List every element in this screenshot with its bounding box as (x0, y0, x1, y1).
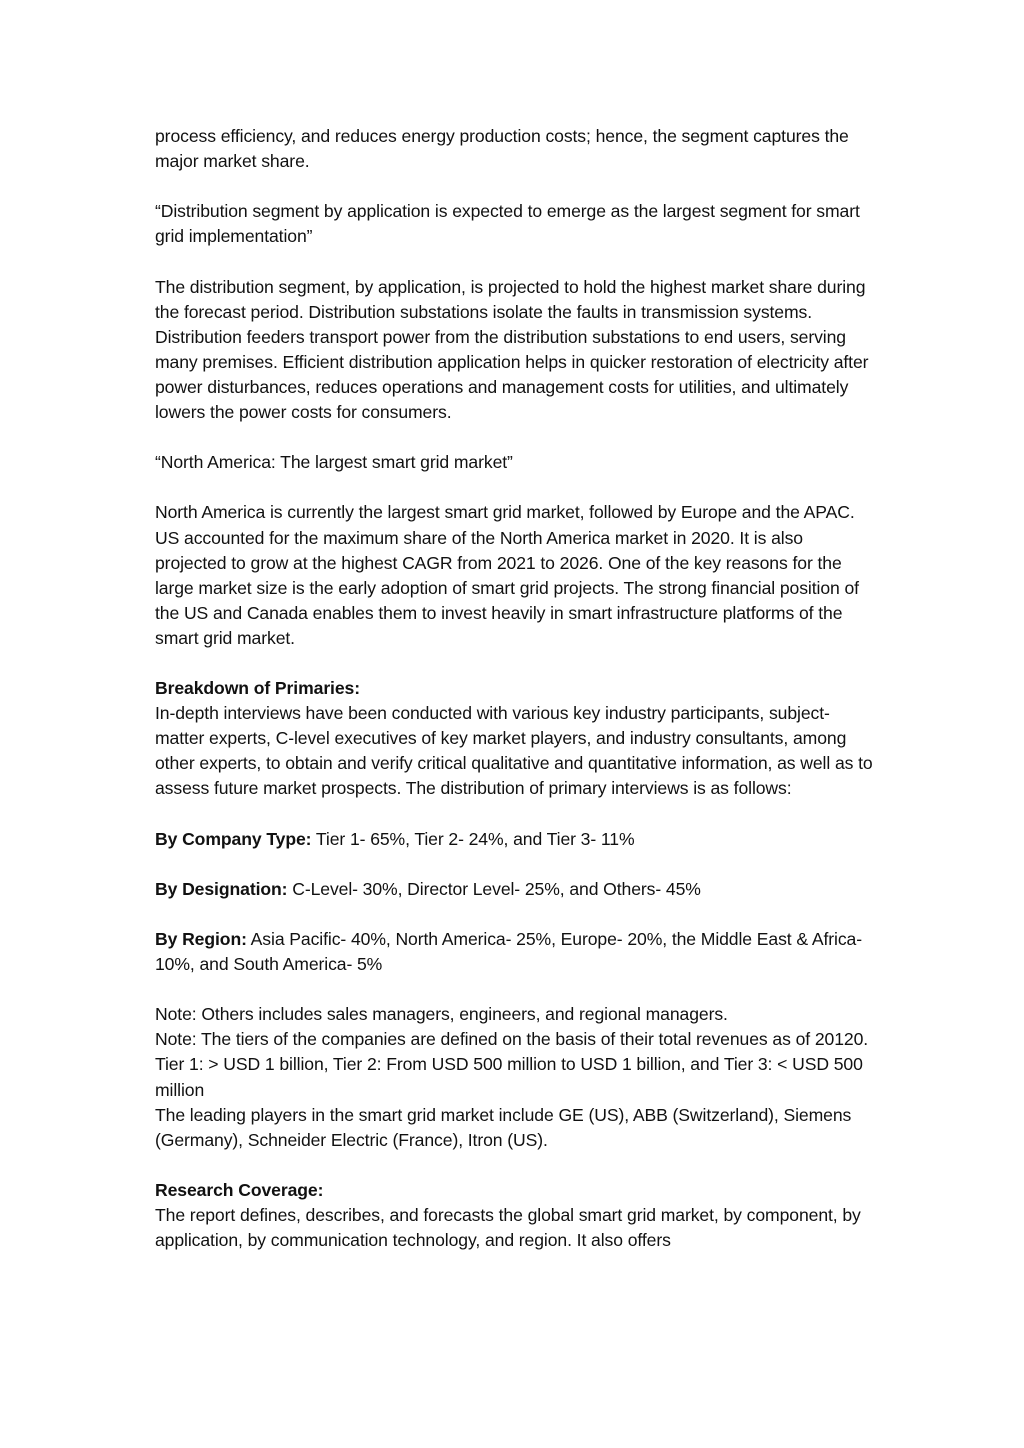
distribution-quote: “Distribution segment by application is expected to emerge as the largest segment for smart grid implementation” (155, 201, 860, 247)
notes-section (155, 1002, 875, 1153)
region-label: By Region: (155, 929, 247, 949)
intro-paragraph: process efficiency, and reduces energy production costs; hence, the segment captures the major market share. (155, 126, 849, 172)
designation-line (155, 877, 875, 902)
company-type-label: By Company Type: (155, 828, 312, 849)
primaries-heading: Breakdown of Primaries: (155, 678, 360, 699)
region-value: Asia Pacific- 40%, North America- 25%, Europe- 20%, the Middle East & Africa- 10%, and South America- 5% (155, 929, 862, 975)
note-others: Note: Others includes sales managers, engineers, and regional managers. (155, 1004, 728, 1025)
designation-value: C-Level- 30%, Director Level- 25%, and Others- 45% (287, 878, 701, 899)
primaries-section (155, 676, 875, 801)
research-section (155, 1178, 875, 1253)
note-tiers: Note: The tiers of the companies are defined on the basis of their total revenues as of 20120. Tier 1: > USD 1 billion, Tier 2: From USD 500 million to USD 1 billion, and Tier 3: < USD 500 million (155, 1029, 869, 1100)
company-type-line (155, 827, 875, 852)
primaries-text: In-depth interviews have been conducted with various key industry participants, subject-matter experts, C-level executives of key market players, and industry consultants, among other experts, to obtain and verify critical qualitative and quantitative information, as well as to assess future market prospects. The distribution of primary interviews is as follows: (155, 703, 873, 799)
document-page (155, 124, 875, 1253)
north-america-quote: “North America: The largest smart grid market” (155, 452, 513, 473)
designation-label: By Designation: (155, 878, 288, 899)
research-text: The report defines, describes, and forecasts the global smart grid market, by component, by application, by communication technology, and region. It also offers (155, 1205, 861, 1251)
leading-players: The leading players in the smart grid market include GE (US), ABB (Switzerland), Siemens (Germany), Schneider Electric (France), Itron (US). (155, 1104, 852, 1150)
research-heading: Research Coverage: (155, 1179, 324, 1200)
distribution-paragraph: The distribution segment, by application, is projected to hold the highest market share during the forecast period. Distribution substations isolate the faults in transmission systems. Distribution feeders transport power from the distribution substations to end users, serving many premises. Efficient distribution application helps in quicker restoration of electricity after power disturbances, reduces operations and management costs for utilities, and ultimately lowers the power costs for consumers. (155, 276, 869, 423)
region-line (155, 927, 875, 977)
north-america-paragraph: North America is currently the largest smart grid market, followed by Europe and the APAC. US accounted for the maximum share of the North America market in 2020. It is also projected to grow at the highest CAGR from 2021 to 2026. One of the key reasons for the large market size is the early adoption of smart grid projects. The strong financial position of the US and Canada enables them to invest heavily in smart infrastructure platforms of the smart grid market. (155, 502, 859, 648)
company-type-value: Tier 1- 65%, Tier 2- 24%, and Tier 3- 11% (311, 828, 635, 849)
